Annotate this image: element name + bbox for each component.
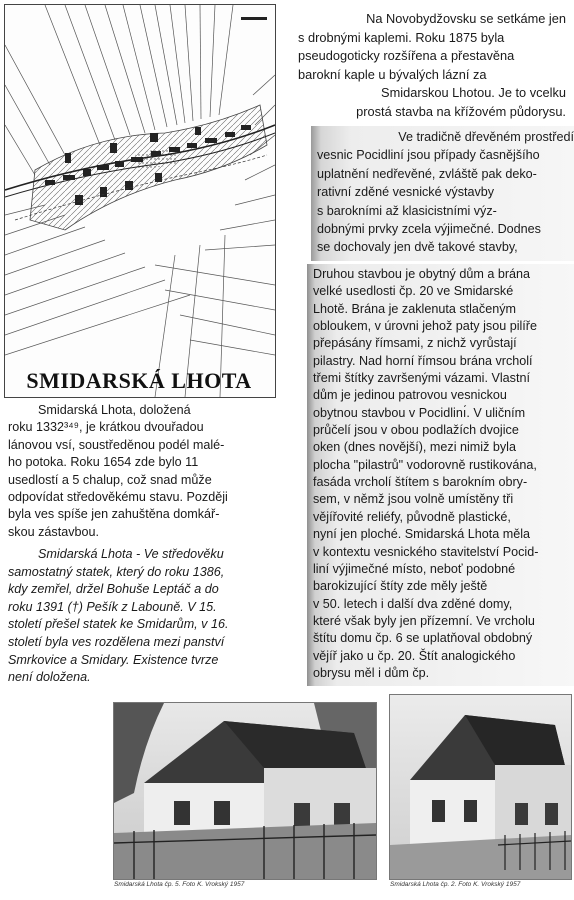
text-line: Ve tradičně dřevěném prostředí [398, 130, 574, 144]
text-line: liní výjimečné místo, neboť podobné [313, 561, 516, 576]
text-line: průčelí jsou v obou podlažích dvojice [313, 423, 519, 438]
text-line: Smidarská Lhota, doložená [38, 403, 191, 417]
text-line: třemi štítky završenými vázami. Vlastní [313, 371, 530, 386]
text-line: vějířovité reliéfy, původně plastické, [313, 509, 511, 524]
text-line: obytnou stavbou v Pocidlinı́. V uličním [313, 405, 526, 420]
text-line: vesnic Pocidliní jsou případy časnějšího [317, 148, 540, 163]
text-line: pilastry. Nad horní římsou brána vrcholí [313, 353, 533, 368]
text-line: pseudogoticky rozšířena a přestavěna [298, 48, 515, 63]
text-line: dobnými prvky zcela výjimečné. Dodnes [317, 222, 541, 237]
text-line: odpovídat středověkému stavu. Později [8, 490, 228, 505]
text-line: Na Novobydžovsku se setkáme jen [366, 11, 566, 26]
text-line: byla ves spíše jen zahuštěna domkář- [8, 507, 220, 522]
text-line: se dochovaly jen dvě takové stavby, [317, 240, 518, 255]
text-line: plocha "pilastrů" vodorovně rustikována, [313, 457, 537, 472]
text-line: kdy zemřel, držel Bohuše Leptáč a do [8, 582, 219, 597]
text-line: ho potoka. Roku 1654 zde bylo 11 [8, 455, 199, 470]
text-line: přepásány římsami, z nichž vyrůstají [313, 336, 517, 351]
text-line: dům je jedinou patrovou vesnickou [313, 388, 507, 403]
photo-2-caption: Smidarská Lhota čp. 2. Foto K. Vrokský 1957 [390, 881, 521, 888]
text-line: s barokními až klasicistními výz- [317, 203, 497, 218]
text-line: v 50. letech i další dva zděné domy, [313, 596, 513, 611]
text-line: není doložena. [8, 670, 91, 685]
text-line: prostá stavba na křížovém půdorysu. [356, 103, 566, 119]
village-map-drawing [5, 5, 275, 397]
text-line: Smrkovice a Smidary. Existence tvrze [8, 652, 219, 667]
text-line: štítu domu čp. 6 se uplatňoval obdobný [313, 631, 533, 646]
text-line: století byla ves rozdělena mezi panství [8, 634, 225, 649]
text-line: století přešel statek ke Smidarům, v 16. [8, 617, 229, 632]
left-paragraph-2 [8, 546, 280, 687]
text-line: Lhotě. Brána je zaklenuta stlačeným [313, 301, 517, 316]
text-line: velké usedlosti čp. 20 ve Smidarské [313, 284, 514, 299]
text-line: které však byly jen přízemní. Ve vrcholu [313, 613, 535, 628]
text-line: s drobnými kaplemi. Roku 1875 byla [298, 29, 505, 45]
house-photo-1 [113, 702, 377, 880]
text-line: rativní zděné vesnické výstavby [317, 185, 495, 200]
shaded-paragraph-2 [311, 126, 574, 261]
text-line: Smidarská Lhota - Ve středověku [38, 547, 224, 561]
text-line: Druhou stavbou je obytný dům a brána [313, 267, 531, 281]
text-line: obloukem, v úrovni jehož paty jsou pilíře [313, 319, 538, 334]
photo-1-caption: Smidarská Lhota čp. 5. Foto K. Vrokský 1957 [114, 881, 245, 888]
text-line: obrysu měl i dům čp. [313, 665, 430, 680]
text-line: uplatnění nedřevěné, zvláště pak deko- [317, 166, 537, 181]
text-line: sem, v němž jsou volně umístěny tři [313, 492, 514, 507]
text-line: barokizující štíty zde měly ještě [313, 579, 488, 594]
text-line: oken (dnes novější), mezi nimiž byla [313, 440, 516, 455]
map-title: SMIDARSKÁ LHOTA [26, 368, 252, 393]
text-line: roku 1332³⁴⁹, je krátkou dvouřadou [8, 420, 204, 435]
text-line: vějíř jako u čp. 20. Štít analogického [313, 648, 516, 663]
text-line: fasáda vrcholí štítem s barokním obry- [313, 475, 528, 490]
intro-paragraph [298, 10, 566, 121]
text-line: Smidarskou Lhotou. Je to vcelku [381, 85, 566, 100]
text-line: roku 1391 (†) Pešík z Labouně. V 15. [8, 599, 217, 614]
shaded-paragraph-3 [307, 264, 574, 686]
text-line: samostatný statek, který do roku 1386, [8, 564, 225, 579]
text-line: nyní jen ploché. Smidarská Lhota měla [313, 527, 531, 542]
text-line: v kontextu vesnického stavitelství Pocid- [313, 544, 539, 559]
text-line: barokní kaple u bývalých lázní za [298, 66, 487, 82]
village-map [4, 4, 276, 398]
house-photo-1-image [114, 703, 376, 879]
text-line: usedlostí a 5 chalup, což snad může [8, 472, 212, 487]
left-paragraph-1 [8, 402, 272, 541]
text-line: skou zástavbou. [8, 524, 100, 539]
house-photo-2-image [390, 695, 571, 879]
text-line: lánovou vsí, soustředěnou podél malé- [8, 437, 225, 452]
house-photo-2 [389, 694, 572, 880]
